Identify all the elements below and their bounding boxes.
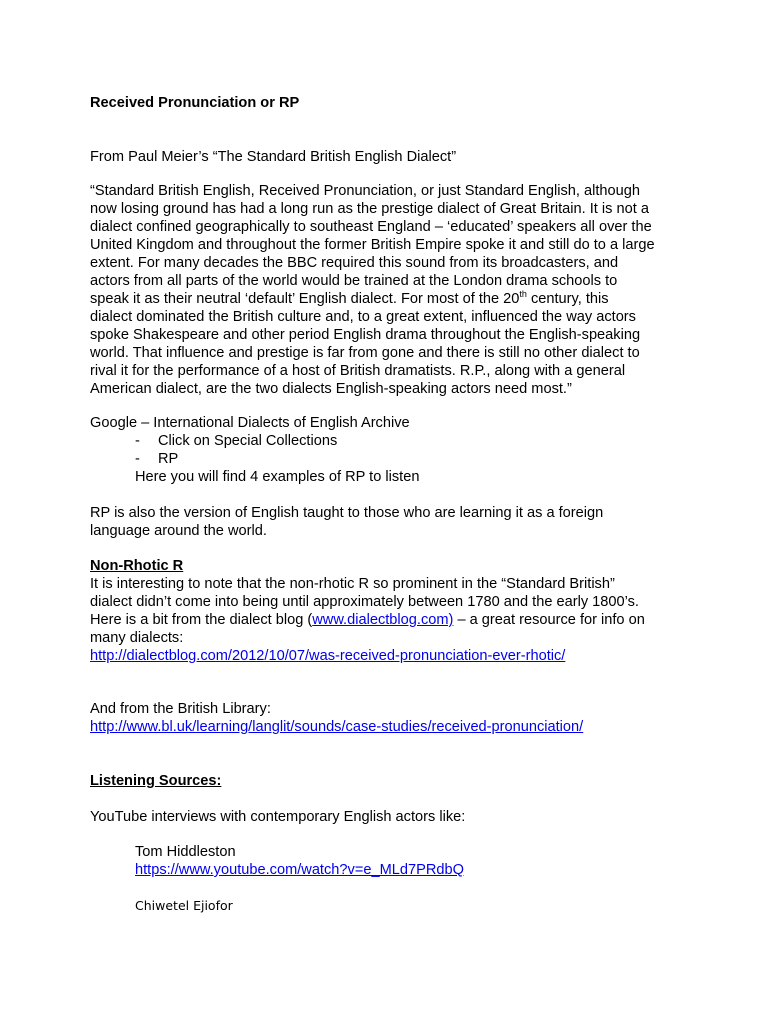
- nonrhotic-line: dialect didn’t come into being until approximately between 1780 and the early 1800’s.: [90, 594, 639, 610]
- quote-line: actors from all parts of the world would be trained at the London drama schools to: [90, 273, 618, 289]
- nonrhotic-text: Here is a bit from the dialect blog (: [90, 612, 313, 628]
- british-library-intro: And from the British Library:: [90, 701, 271, 717]
- nonrhotic-line: [90, 611, 645, 629]
- step-dash: -: [135, 433, 140, 449]
- nonrhotic-line: many dialects:: [90, 630, 184, 646]
- step-dash: -: [135, 451, 140, 467]
- quote-line: dialect dominated the British culture and, to a great extent, influenced the way actors: [90, 309, 636, 325]
- quote-text: speak it as their neutral ‘default’ English dialect. For most of the 20: [90, 291, 520, 307]
- document-title: Received Pronunciation or RP: [90, 95, 300, 111]
- nonrhotic-line: It is interesting to note that the non-rhotic R so prominent in the “Standard British”: [90, 576, 615, 592]
- actor-name: Tom Hiddleston: [135, 844, 236, 860]
- quote-line: spoke Shakespeare and other period English drama throughout the English-speaking: [90, 327, 641, 343]
- actor-name: Chiwetel Ejiofor: [135, 898, 233, 913]
- actor-video-link[interactable]: https://www.youtube.com/watch?v=e_MLd7PRdbQ: [135, 862, 464, 878]
- steps-note: Here you will find 4 examples of RP to listen: [135, 469, 420, 485]
- youtube-intro: YouTube interviews with contemporary English actors like:: [90, 809, 466, 825]
- quote-line: “Standard British English, Received Pronunciation, or just Standard English, although: [90, 183, 641, 199]
- quote-line: rival it for the performance of a host of British dramatists. R.P., along with a general: [90, 363, 626, 379]
- quote-line: now losing ground has had a long run as the prestige dialect of Great Britain. It is not a: [90, 201, 649, 217]
- rp-line: RP is also the version of English taught to those who are learning it as a foreign: [90, 505, 604, 521]
- rp-line: language around the world.: [90, 523, 267, 539]
- google-line: Google – International Dialects of English Archive: [90, 415, 410, 431]
- nonrhotic-text: – a great resource for info on: [453, 612, 645, 628]
- dialectblog-article-link[interactable]: http://dialectblog.com/2012/10/07/was-received-pronunciation-ever-rhotic/: [90, 648, 566, 664]
- step-text: Click on Special Collections: [158, 433, 338, 449]
- nonrhotic-heading: Non-Rhotic R: [90, 558, 184, 574]
- quote-text: century, this: [526, 291, 609, 307]
- source-line: From Paul Meier’s “The Standard British English Dialect”: [90, 149, 457, 165]
- quote-line: world. That influence and prestige is far from gone and there is still no other dialect to: [90, 345, 640, 361]
- superscript-th: th: [519, 289, 527, 300]
- quote-line: American dialect, are the two dialects English-speaking actors need most.”: [90, 381, 572, 397]
- quote-line: [90, 290, 609, 308]
- step-text: RP: [158, 451, 179, 467]
- quote-line: United Kingdom and throughout the former British Empire spoke it and still do to a large: [90, 237, 655, 253]
- quote-line: extent. For many decades the BBC required this sound from its broadcasters, and: [90, 255, 619, 271]
- british-library-link[interactable]: http://www.bl.uk/learning/langlit/sounds/case-studies/received-pronunciation/: [90, 719, 584, 735]
- dialectblog-link[interactable]: www.dialectblog.com): [312, 612, 454, 628]
- listening-heading: Listening Sources:: [90, 773, 222, 789]
- quote-line: dialect confined geographically to southeast England – ‘educated’ speakers all over the: [90, 219, 652, 235]
